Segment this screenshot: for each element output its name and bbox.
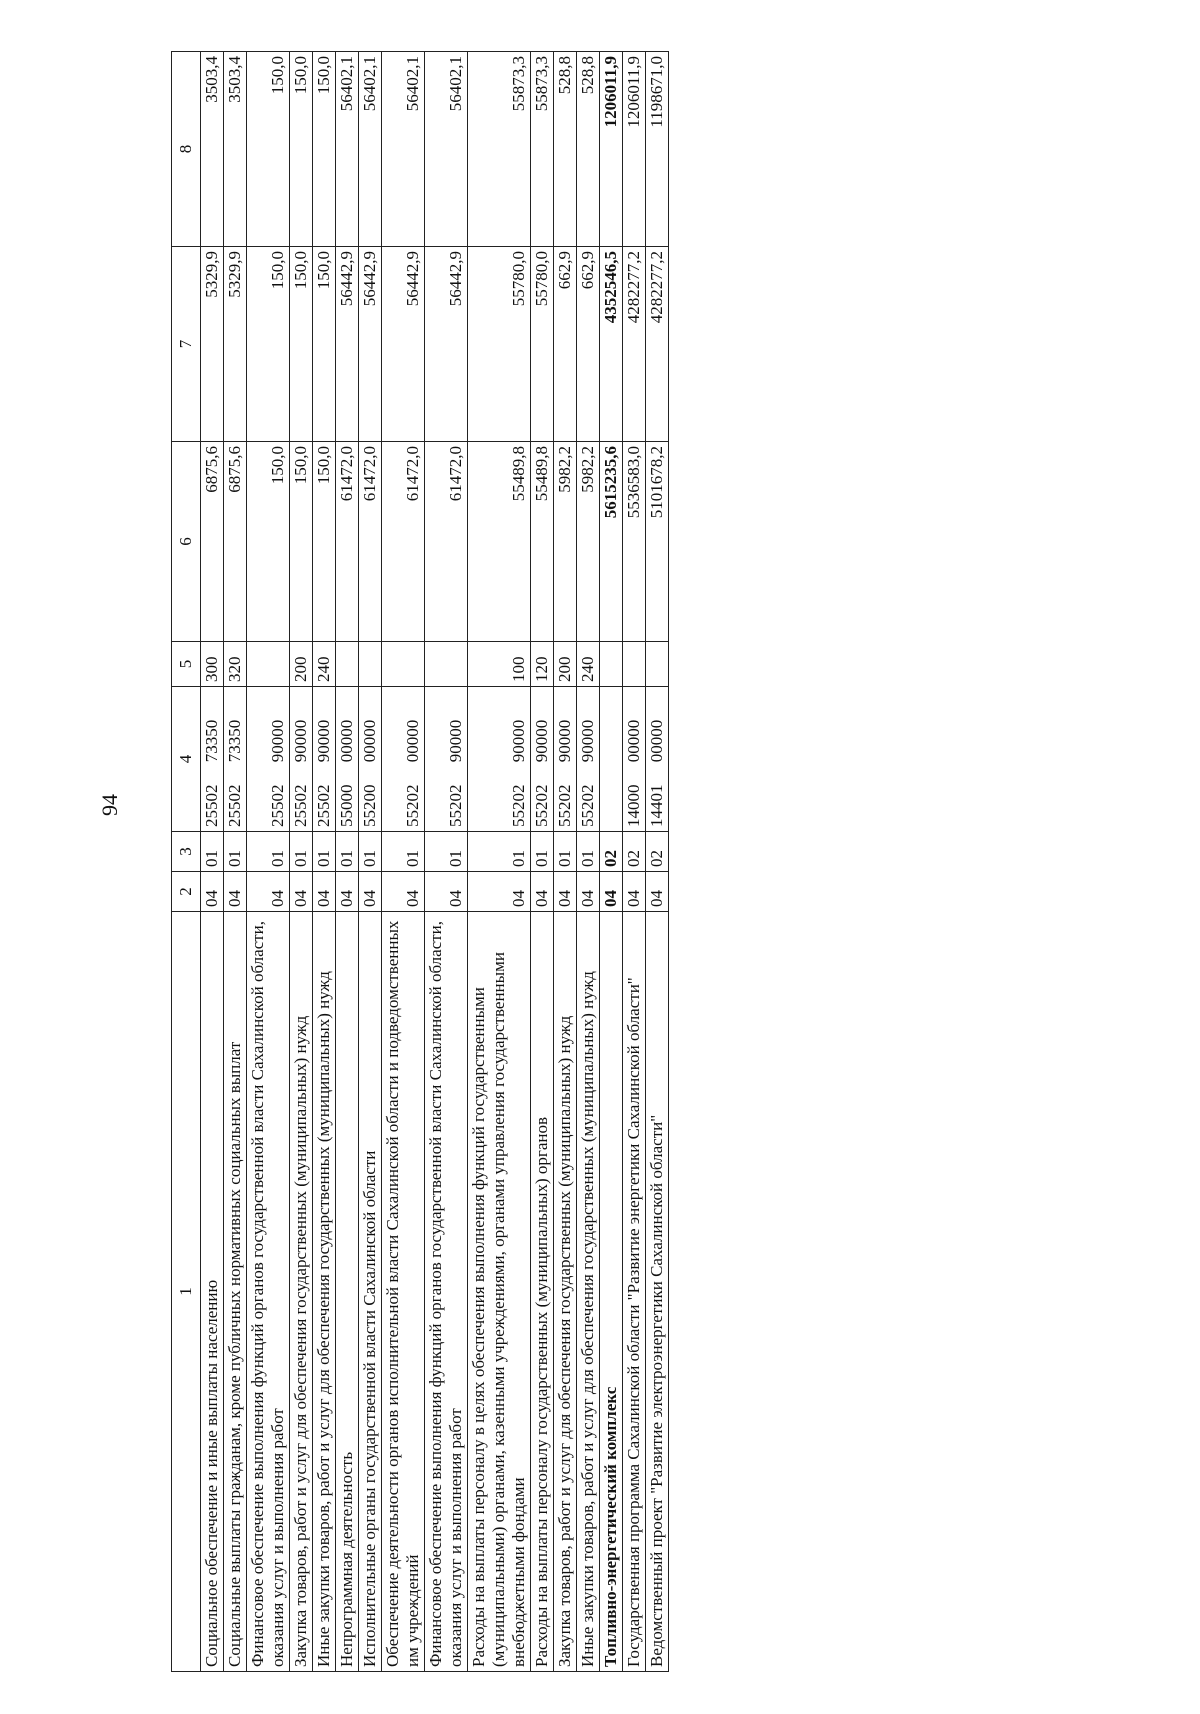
amount-col7-cell: 56442,9: [382, 247, 425, 442]
subsection-code-cell: 01: [247, 832, 290, 872]
amount-col6-cell: 61472,0: [359, 442, 382, 642]
section-code-cell: 04: [224, 872, 247, 912]
amount-col7-cell: 56442,9: [359, 247, 382, 442]
amount-col7-cell: 662,9: [577, 247, 600, 442]
section-code-cell: 04: [468, 872, 531, 912]
row-name-cell: Топливно-энергетический комплекс: [600, 912, 623, 1672]
subsection-code-cell: 02: [623, 832, 646, 872]
column-header-2: 2: [172, 872, 201, 912]
expense-type-cell: [247, 642, 290, 687]
subsection-code-cell: 01: [224, 832, 247, 872]
amount-col6-cell: 6875,6: [201, 442, 224, 642]
page-number: 94: [97, 794, 122, 816]
amount-col6-cell: 5101678,2: [646, 442, 669, 642]
amount-col7-cell: 4352546,5: [600, 247, 623, 442]
row-name-cell: Исполнительные органы государственной власти Сахалинской области: [359, 912, 382, 1672]
amount-col8-cell: 1198671,0: [646, 52, 669, 247]
section-code-cell: 04: [646, 872, 669, 912]
table-row: [382, 52, 425, 1672]
expense-type-cell: [623, 642, 646, 687]
row-name-cell: Социальные выплаты гражданам, кроме публичных нормативных социальных выплат: [224, 912, 247, 1672]
column-header-3: 3: [172, 832, 201, 872]
table-row: [531, 52, 554, 1672]
section-code-cell: 04: [577, 872, 600, 912]
table-header-row: [172, 52, 201, 1672]
section-code-cell: 04: [554, 872, 577, 912]
subsection-code-cell: 01: [336, 832, 359, 872]
column-header-1: 1: [172, 912, 201, 1672]
expense-type-cell: 200: [554, 642, 577, 687]
amount-col6-cell: 5982,2: [554, 442, 577, 642]
target-article-cell: 55202 90000: [554, 687, 577, 832]
amount-col7-cell: 56442,9: [425, 247, 468, 442]
amount-col7-cell: 150,0: [290, 247, 313, 442]
amount-col6-cell: 5982,2: [577, 442, 600, 642]
row-name-cell: Закупка товаров, работ и услуг для обеспечения государственных (муниципальных) нужд: [554, 912, 577, 1672]
subsection-code-cell: 01: [577, 832, 600, 872]
amount-col7-cell: 4282277,2: [646, 247, 669, 442]
target-article-cell: 55202 90000: [577, 687, 600, 832]
amount-col6-cell: 150,0: [313, 442, 336, 642]
amount-col7-cell: 150,0: [313, 247, 336, 442]
subsection-code-cell: 02: [600, 832, 623, 872]
row-name-cell: Иные закупки товаров, работ и услуг для обеспечения государственных (муниципальных) нужд: [313, 912, 336, 1672]
target-article-cell: [600, 687, 623, 832]
target-article-cell: 55202 00000: [382, 687, 425, 832]
amount-col6-cell: 150,0: [247, 442, 290, 642]
row-name-cell: Расходы на выплаты персоналу государственных (муниципальных) органов: [531, 912, 554, 1672]
table-row: [600, 52, 623, 1672]
section-code-cell: 04: [600, 872, 623, 912]
section-code-cell: 04: [290, 872, 313, 912]
section-code-cell: 04: [313, 872, 336, 912]
table-body: [201, 52, 669, 1672]
row-name-cell: Иные закупки товаров, работ и услуг для обеспечения государственных (муниципальных) нужд: [577, 912, 600, 1672]
table-row: [224, 52, 247, 1672]
amount-col8-cell: 150,0: [313, 52, 336, 247]
amount-col7-cell: 662,9: [554, 247, 577, 442]
subsection-code-cell: 01: [359, 832, 382, 872]
section-code-cell: 04: [336, 872, 359, 912]
amount-col8-cell: 56402,1: [425, 52, 468, 247]
amount-col8-cell: 528,8: [554, 52, 577, 247]
expense-type-cell: [425, 642, 468, 687]
section-code-cell: 04: [425, 872, 468, 912]
row-name-cell: Ведомственный проект "Развитие электроэнергетики Сахалинской области": [646, 912, 669, 1672]
row-name-cell: Обеспечение деятельности органов исполнительной власти Сахалинской области и подведомственных им учреждений: [382, 912, 425, 1672]
amount-col7-cell: 5329,9: [224, 247, 247, 442]
table-row: [247, 52, 290, 1672]
amount-col8-cell: 1206011,9: [600, 52, 623, 247]
amount-col8-cell: 150,0: [247, 52, 290, 247]
amount-col7-cell: 4282277,2: [623, 247, 646, 442]
amount-col6-cell: 61472,0: [336, 442, 359, 642]
subsection-code-cell: 01: [313, 832, 336, 872]
expense-type-cell: [336, 642, 359, 687]
target-article-cell: 14000 00000: [623, 687, 646, 832]
expense-type-cell: 100: [468, 642, 531, 687]
amount-col8-cell: 150,0: [290, 52, 313, 247]
subsection-code-cell: 01: [425, 832, 468, 872]
expense-type-cell: 320: [224, 642, 247, 687]
subsection-code-cell: 01: [468, 832, 531, 872]
subsection-code-cell: 01: [201, 832, 224, 872]
target-article-cell: 25502 90000: [290, 687, 313, 832]
row-name-cell: Финансовое обеспечение выполнения функций органов государственной власти Сахалинской области, оказания услуг и выполнения работ: [425, 912, 468, 1672]
table-row: [577, 52, 600, 1672]
amount-col7-cell: 5329,9: [201, 247, 224, 442]
target-article-cell: 25502 90000: [247, 687, 290, 832]
row-name-cell: Социальное обеспечение и иные выплаты населению: [201, 912, 224, 1672]
amount-col8-cell: 56402,1: [359, 52, 382, 247]
amount-col6-cell: 6875,6: [224, 442, 247, 642]
table-row: [336, 52, 359, 1672]
table-row: [313, 52, 336, 1672]
expense-type-cell: 200: [290, 642, 313, 687]
section-code-cell: 04: [247, 872, 290, 912]
row-name-cell: Расходы на выплаты персоналу в целях обеспечения выполнения функций государственными (муниципальными) органами, казенными учреждениями, органами управления государственными внебюджетными фондами: [468, 912, 531, 1672]
section-code-cell: 04: [623, 872, 646, 912]
amount-col6-cell: 55489,8: [531, 442, 554, 642]
column-header-6: 6: [172, 442, 201, 642]
section-code-cell: 04: [531, 872, 554, 912]
amount-col8-cell: 3503,4: [224, 52, 247, 247]
table-row: [646, 52, 669, 1672]
table-row: [554, 52, 577, 1672]
amount-col6-cell: 5536583,0: [623, 442, 646, 642]
amount-col8-cell: 3503,4: [201, 52, 224, 247]
subsection-code-cell: 01: [554, 832, 577, 872]
target-article-cell: 55202 90000: [425, 687, 468, 832]
expense-type-cell: 300: [201, 642, 224, 687]
expense-type-cell: [600, 642, 623, 687]
expense-type-cell: 240: [577, 642, 600, 687]
column-header-4: 4: [172, 687, 201, 832]
target-article-cell: 55202 90000: [531, 687, 554, 832]
amount-col6-cell: 5615235,6: [600, 442, 623, 642]
amount-col6-cell: 55489,8: [468, 442, 531, 642]
expense-type-cell: [382, 642, 425, 687]
subsection-code-cell: 01: [382, 832, 425, 872]
table-row: [290, 52, 313, 1672]
table-row: [359, 52, 382, 1672]
subsection-code-cell: 02: [646, 832, 669, 872]
row-name-cell: Финансовое обеспечение выполнения функций органов государственной власти Сахалинской области, оказания услуг и выполнения работ: [247, 912, 290, 1672]
amount-col8-cell: 56402,1: [336, 52, 359, 247]
column-header-8: 8: [172, 52, 201, 247]
amount-col8-cell: 528,8: [577, 52, 600, 247]
table-row: [468, 52, 531, 1672]
amount-col7-cell: 55780,0: [468, 247, 531, 442]
target-article-cell: 25502 90000: [313, 687, 336, 832]
expense-type-cell: [359, 642, 382, 687]
amount-col6-cell: 61472,0: [382, 442, 425, 642]
amount-col7-cell: 55780,0: [531, 247, 554, 442]
target-article-cell: 55200 00000: [359, 687, 382, 832]
table-row: [623, 52, 646, 1672]
target-article-cell: 55000 00000: [336, 687, 359, 832]
amount-col8-cell: 56402,1: [382, 52, 425, 247]
subsection-code-cell: 01: [531, 832, 554, 872]
amount-col8-cell: 55873,3: [531, 52, 554, 247]
row-name-cell: Закупка товаров, работ и услуг для обеспечения государственных (муниципальных) нужд: [290, 912, 313, 1672]
amount-col7-cell: 150,0: [247, 247, 290, 442]
section-code-cell: 04: [359, 872, 382, 912]
expense-type-cell: 120: [531, 642, 554, 687]
target-article-cell: 25502 73350: [201, 687, 224, 832]
table-row: [201, 52, 224, 1672]
target-article-cell: 55202 90000: [468, 687, 531, 832]
amount-col8-cell: 1206011,9: [623, 52, 646, 247]
row-name-cell: Непрограммная деятельность: [336, 912, 359, 1672]
section-code-cell: 04: [201, 872, 224, 912]
amount-col8-cell: 55873,3: [468, 52, 531, 247]
table-row: [425, 52, 468, 1672]
budget-table: [171, 51, 669, 1672]
amount-col6-cell: 61472,0: [425, 442, 468, 642]
amount-col6-cell: 150,0: [290, 442, 313, 642]
target-article-cell: 14401 00000: [646, 687, 669, 832]
target-article-cell: 25502 73350: [224, 687, 247, 832]
row-name-cell: Государственная программа Сахалинской области "Развитие энергетики Сахалинской области": [623, 912, 646, 1672]
amount-col7-cell: 56442,9: [336, 247, 359, 442]
expense-type-cell: 240: [313, 642, 336, 687]
subsection-code-cell: 01: [290, 832, 313, 872]
section-code-cell: 04: [382, 872, 425, 912]
expense-type-cell: [646, 642, 669, 687]
column-header-7: 7: [172, 247, 201, 442]
rotated-page-content: [171, 52, 1141, 1672]
column-header-5: 5: [172, 642, 201, 687]
